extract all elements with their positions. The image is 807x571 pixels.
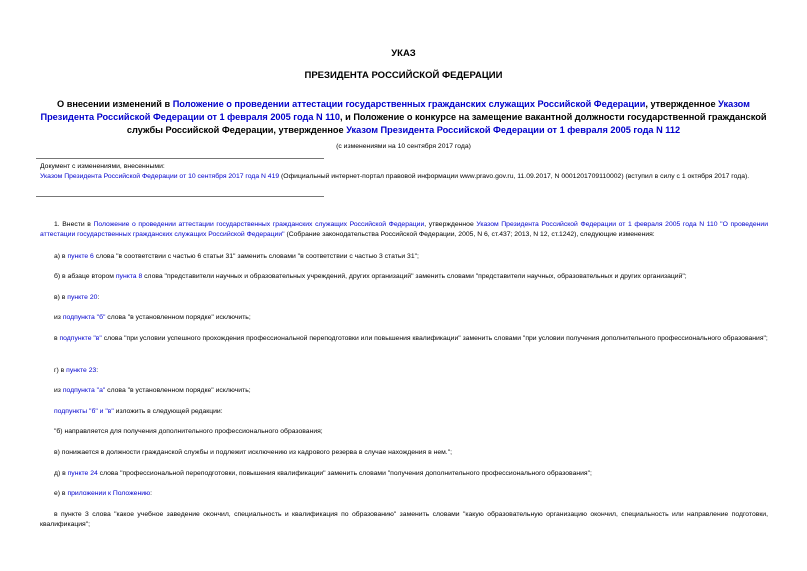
changes-text: Указом Президента Российской Федерации от 10 сентября 2017 года N 419 (Официальный интернет-портал правовой информации www.pravo.gov.ru, 11.09.2017, N 0001201709110002) (вступил в силу с 1 октября 2017 года).	[40, 172, 750, 180]
paragraph-g-1: из подпункта "а" слова "в установленном порядке" исключить;	[54, 387, 251, 394]
changes-heading: Документ с изменениями, внесенными:	[40, 163, 165, 170]
paragraph-g-2: подпункты "б" и "в" изложить в следующей редакции:	[54, 408, 223, 415]
link-item-20[interactable]: пункте 20	[67, 294, 98, 301]
paragraph-g-4: в) понижается в должности гражданской службы и подлежит исключению из кадрового резерва в случае нахождения в нем.";	[54, 449, 452, 456]
link-regulation-attestation[interactable]: Положение о проведении аттестации государственных гражданских служащих Российской Федерации	[172, 99, 646, 109]
paragraph-d: д) в пункте 24 слова "профессиональной переподготовки, повышения квалификации" заменить словами "получения дополнительного профессионального образования";	[54, 470, 592, 477]
link-subitem-v[interactable]: подпункте "в"	[59, 335, 102, 342]
paragraph-b: б) в абзаце втором пункта 8 слова "представители научных и образовательных учреждений, других организаций" заменить словами "представители научных, образовательных и других организаций";	[54, 273, 687, 280]
paragraph-g: г) в пункте 23:	[54, 367, 99, 374]
link-appendix[interactable]: приложении к Положению	[67, 490, 151, 497]
paragraph-v-1: из подпункта "б" слова "в установленном порядке" исключить;	[54, 314, 251, 321]
link-decree-110-full[interactable]: Указом Президента Российской Федерации от 1 февраля 2005 года N 110 "О проведении аттестации государственных гражданских служащих Российской Федерации"	[40, 221, 768, 238]
document-type-title: УКАЗ	[391, 48, 416, 59]
link-item-8[interactable]: пункта 8	[115, 273, 143, 280]
link-subitem-a[interactable]: подпункта "а"	[62, 387, 106, 394]
paragraph-e-1: в пункте 3 слова "какое учебное заведение окончил, специальность и квалификация по образованию" заменить словами "какую образовательную организацию окончил, специальность или направление подготовки, квалификация";	[40, 511, 768, 528]
paragraph-a: а) в пункте 6 слова "в соответствии с частью 6 статьи 31" заменить словами "в соответствии с частью 3 статьи 31";	[54, 253, 419, 260]
divider-bottom	[36, 196, 324, 197]
link-decree-110[interactable]: Указом Президента Российской Федерации от 1 февраля 2005 года N 110	[40, 99, 750, 122]
link-item-6[interactable]: пункте 6	[67, 253, 94, 260]
paragraph-v: в) в пункте 20:	[54, 294, 100, 301]
link-item-23[interactable]: пункте 23	[66, 367, 97, 374]
paragraph-1: 1. Внести в Положение о проведении аттестации государственных гражданских служащих Российской Федерации, утвержденное Указом Президента Российской Федерации от 1 февраля 2005 года N 110 "О проведении аттестации государственных гражданских служащих Российской Федерации" (Собрание законодательства Российской Федерации, 2005, N 6, ст.437; 2013, N 12, ст.1242), следующие изменения:	[40, 221, 768, 238]
link-decree-112[interactable]: Указом Президента Российской Федерации от 1 февраля 2005 года N 112	[346, 125, 681, 135]
paragraph-v-2: в подпункте "в" слова "при условии успешного прохождения профессиональной переподготовки или повышения квалификации" заменить словами "при условии получения дополнительного профессионального образования";	[54, 335, 768, 342]
issuer-title: ПРЕЗИДЕНТА РОССИЙСКОЙ ФЕДЕРАЦИИ	[304, 70, 503, 81]
paragraph-e: е) в приложении к Положению:	[54, 490, 152, 497]
link-subitem-b[interactable]: подпункта "б"	[62, 314, 106, 321]
edition-note: (с изменениями на 10 сентября 2017 года)	[336, 143, 471, 150]
link-decree-419[interactable]: Указом Президента Российской Федерации от 10 сентября 2017 года N 419	[40, 172, 280, 180]
changes-block	[40, 162, 770, 181]
paragraph-g-3: "б) направляется для получения дополнительного профессионального образования;	[54, 428, 323, 435]
document-heading: О внесении изменений в Положение о проведении аттестации государственных гражданских служащих Российской Федерации, утвержденное Указом Президента Российской Федерации от 1 февраля 2005 года N 110, и Положение о конкурсе на замещение вакантной должности государственной гражданской службы Российской Федерации, утвержденное Указом Президента Российской Федерации от 1 февраля 2005 года N 112	[40, 99, 767, 135]
link-subitems-b-v[interactable]: подпункты "б" и "в"	[54, 408, 114, 415]
link-item-24[interactable]: пункте 24	[67, 470, 98, 477]
divider-top	[36, 158, 324, 159]
link-regulation[interactable]: Положение о проведении аттестации государственных гражданских служащих Российской Федерации	[93, 221, 425, 228]
